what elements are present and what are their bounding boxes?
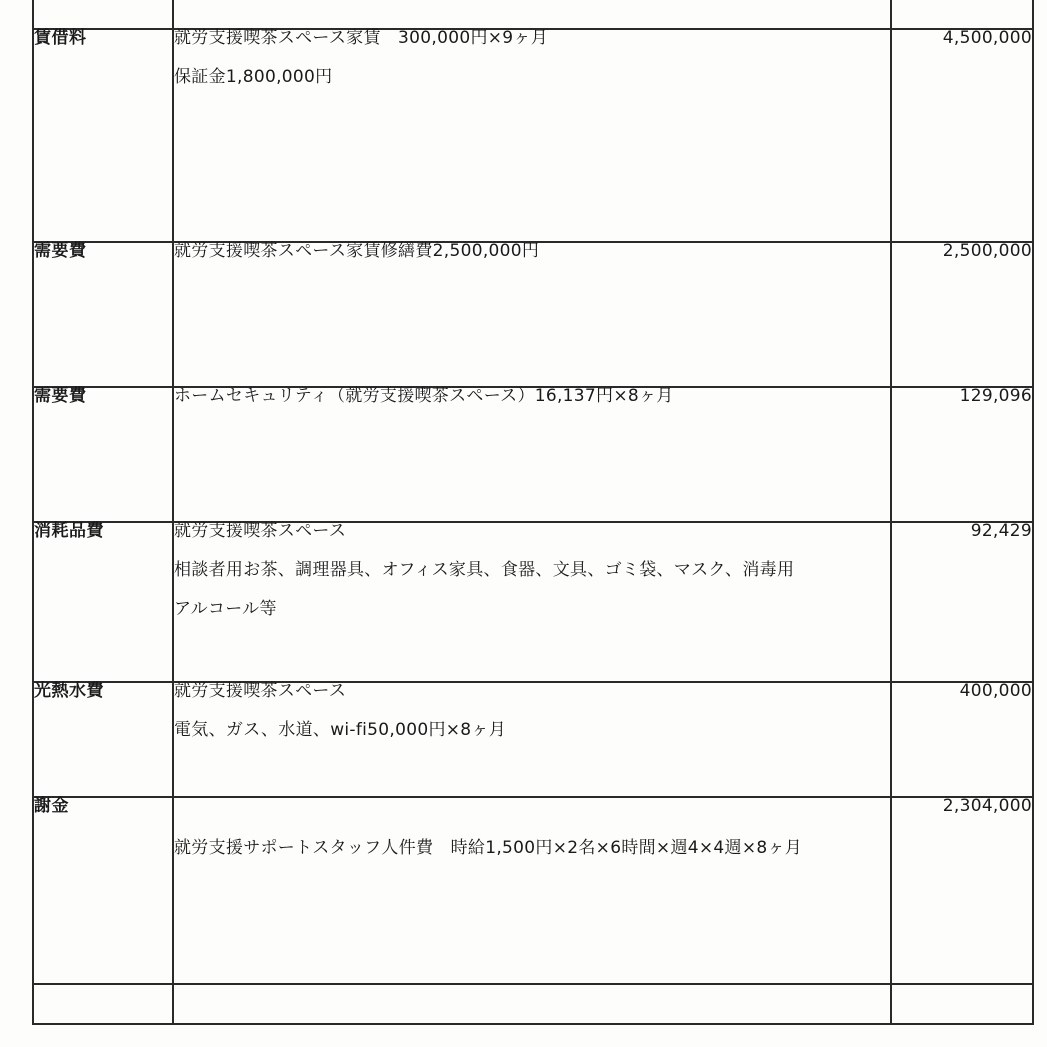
table-row [33, 242, 1033, 387]
description-line: 就労支援喫茶スペース家賃修繕費2,500,000円 [174, 241, 540, 261]
amount-cell: 2,500,000 [891, 242, 1033, 387]
table-row-partial-bottom [33, 984, 1033, 1024]
cell-spacer [174, 798, 890, 818]
budget-table [32, 0, 1034, 1025]
description-cell [173, 797, 891, 984]
table-row-partial-top [33, 0, 1033, 29]
table-row [33, 682, 1033, 797]
description-cell [173, 522, 891, 682]
description-line: 就労支援サポートスタッフ人件費 時給1,500円×2名×6時間×週4×4週×8ヶ月 [174, 838, 803, 858]
amount-cell [891, 984, 1033, 1024]
table-row [33, 522, 1033, 682]
item-cell [33, 0, 173, 29]
item-cell: 謝金 [33, 797, 173, 984]
item-cell: 需要費 [33, 242, 173, 387]
description-line: 就労支援喫茶スペース [174, 521, 347, 541]
item-cell [33, 984, 173, 1024]
description-line: アルコール等 [174, 599, 277, 619]
description-line: 保証金1,800,000円 [174, 67, 333, 87]
description-line: 相談者用お茶、調理器具、オフィス家具、食器、文具、ゴミ袋、マスク、消毒用 [174, 560, 795, 580]
amount-cell: 2,304,000 [891, 797, 1033, 984]
description-line: 就労支援喫茶スペース [174, 681, 347, 701]
description-cell [173, 242, 891, 387]
table-row [33, 29, 1033, 242]
table-row [33, 387, 1033, 522]
amount-cell: 400,000 [891, 682, 1033, 797]
description-cell [173, 29, 891, 242]
description-line: 就労支援喫茶スペース家賃 300,000円×9ヶ月 [174, 28, 549, 48]
amount-cell [891, 0, 1033, 29]
table-row [33, 797, 1033, 984]
description-cell [173, 984, 891, 1024]
item-cell: 消耗品費 [33, 522, 173, 682]
amount-cell: 92,429 [891, 522, 1033, 682]
description-line: 電気、ガス、水道、wi-fi50,000円×8ヶ月 [174, 720, 507, 740]
item-cell: 賃借料 [33, 29, 173, 242]
item-cell: 需要費 [33, 387, 173, 522]
description-cell [173, 682, 891, 797]
amount-cell: 129,096 [891, 387, 1033, 522]
description-cell [173, 0, 891, 29]
amount-cell: 4,500,000 [891, 29, 1033, 242]
description-cell [173, 387, 891, 522]
description-line: ホームセキュリティ（就労支援喫茶スペース）16,137円×8ヶ月 [174, 386, 674, 406]
item-cell: 光熱水費 [33, 682, 173, 797]
